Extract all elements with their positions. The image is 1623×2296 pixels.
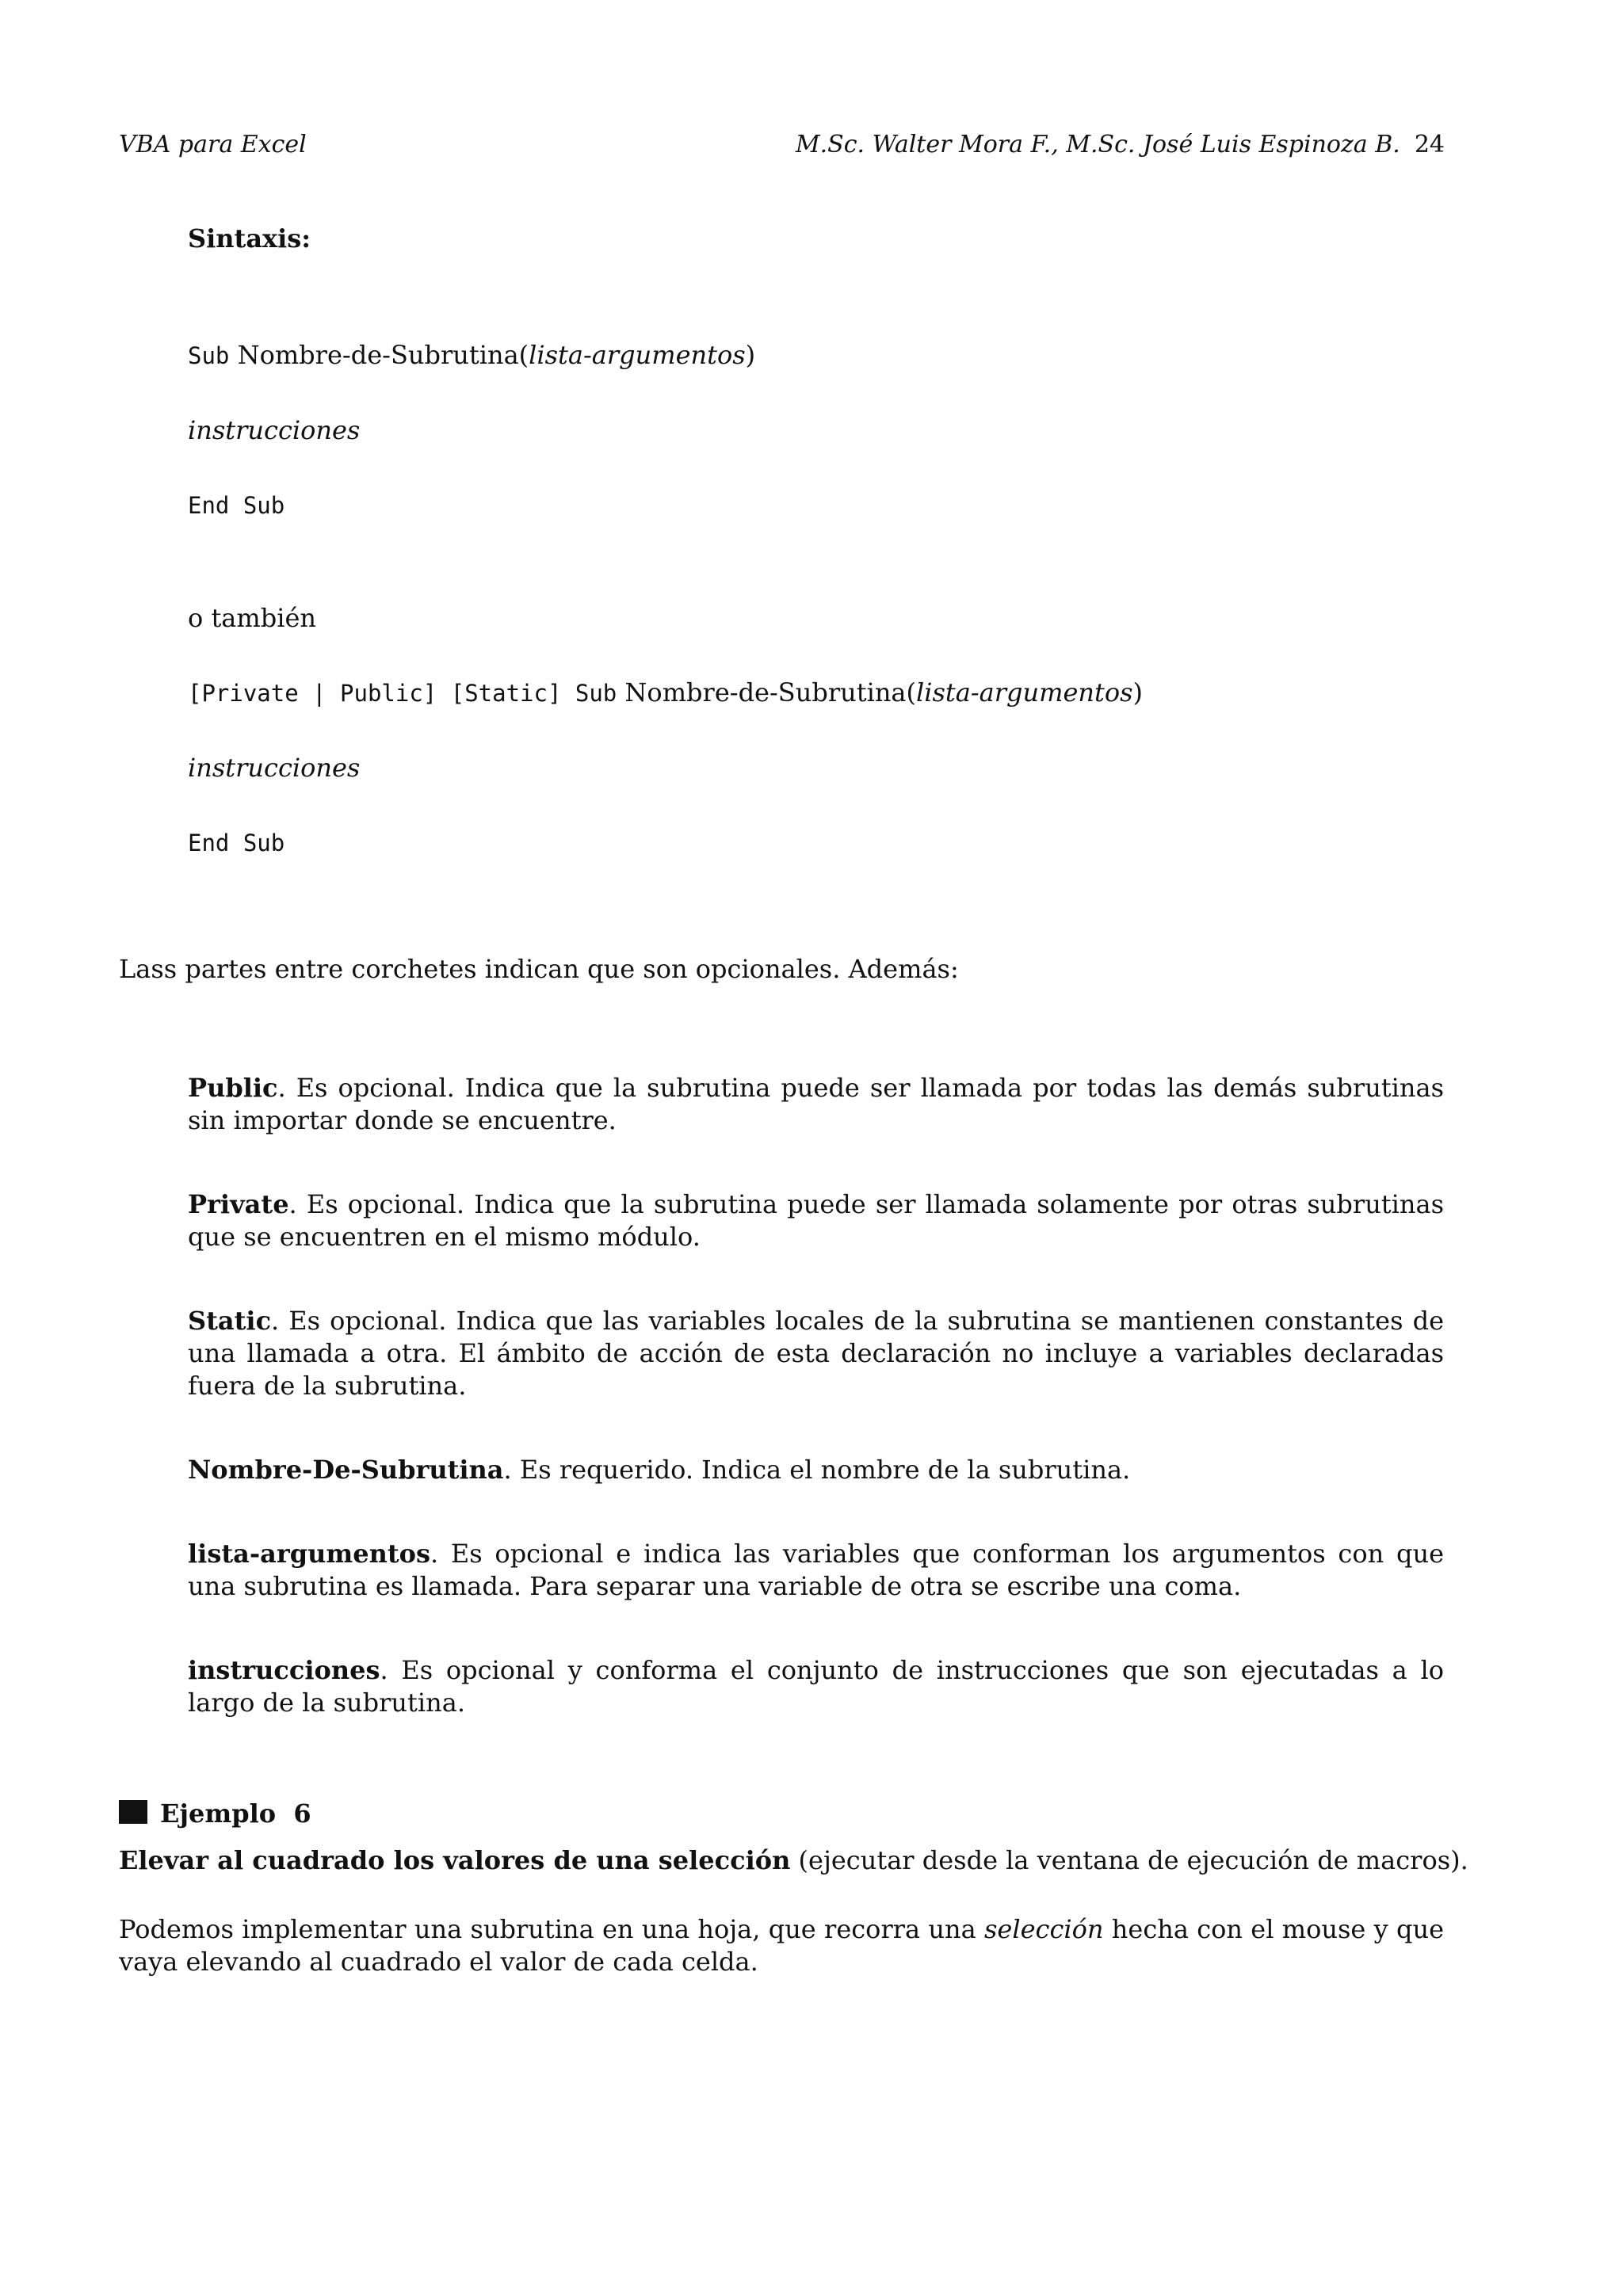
definition-term: instrucciones (188, 1655, 380, 1685)
definition-nombre-de-subrutina (188, 1454, 1444, 1486)
definition-term: Static (188, 1306, 272, 1336)
options-intro: Lass partes entre corchetes indican que son opcionales. Además: (119, 954, 959, 984)
example-title-rest: (ejecutar desde la ventana de ejecución de macros). (790, 1845, 1468, 1875)
definition-instrucciones (188, 1654, 1444, 1719)
syntax-form2-end: End Sub (188, 830, 285, 856)
example-label: Ejemplo (160, 1798, 277, 1829)
example-body (119, 1913, 1444, 1978)
definition-text: . Es opcional y conforma el conjunto de instrucciones que son ejecutadas a lo largo de la subrutina. (188, 1655, 1444, 1718)
black-square-icon (119, 1800, 147, 1824)
definition-text: . Es opcional e indica las variables que conforman los argumentos con que una subrutina es llamada. Para separar una variable de otra se escribe una coma. (188, 1539, 1444, 1601)
definition-private (188, 1188, 1444, 1253)
definition-text: . Es opcional. Indica que la subrutina puede ser llamada por todas las demás subrutinas sin importar donde se encuentre. (188, 1073, 1444, 1135)
syntax-form2-signature (188, 676, 1143, 710)
example-title (119, 1844, 1468, 1877)
definition-term: Public (188, 1073, 278, 1103)
example-body-after: hecha con el mouse y que vaya elevando al cuadrado el valor de cada celda. (119, 1914, 1445, 1977)
definition-text: . Es requerido. Indica el nombre de la subrutina. (503, 1455, 1131, 1485)
definition-static (188, 1305, 1444, 1402)
definition-text: . Es opcional. Indica que la subrutina puede ser llamada solamente por otras subrutinas que se encuentren en el mismo módulo. (188, 1189, 1444, 1252)
closing-paren: ) (1132, 677, 1144, 707)
definition-lista-argumentos (188, 1538, 1444, 1603)
argument-list: lista-argumentos (915, 677, 1133, 707)
definition-term: Private (188, 1189, 289, 1219)
subroutine-name: Nombre-de-Subrutina( (237, 340, 529, 370)
example-number: 6 (293, 1798, 311, 1829)
example-title-bold: Elevar al cuadrado los valores de una selección (119, 1845, 791, 1875)
closing-paren: ) (745, 340, 756, 370)
definition-text: . Es opcional. Indica que las variables locales de la subrutina se mantienen constantes de una llamada a otra. El ámbito de acción de esta declaración no incluye a variables declaradas fuera de la subrutina. (188, 1306, 1444, 1401)
page-number: 24 (1414, 131, 1445, 158)
definition-public (188, 1072, 1444, 1137)
syntax-form1-instructions: instrucciones (188, 415, 361, 445)
syntax-form2-instructions: instrucciones (188, 753, 361, 783)
example-heading (119, 1797, 311, 1830)
keyword-sub: Sub (188, 342, 230, 369)
subroutine-name: Nombre-de-Subrutina( (624, 677, 916, 707)
example-body-before: Podemos implementar una subrutina en una hoja, que recorra una (119, 1914, 984, 1944)
definition-term: Nombre-De-Subrutina (188, 1455, 504, 1485)
argument-list: lista-argumentos (529, 340, 746, 370)
syntax-alternative-label: o también (188, 603, 316, 633)
modifiers-and-keyword: [Private | Public] [Static] Sub (188, 680, 617, 707)
syntax-form1-end: End Sub (188, 492, 285, 519)
running-header-title: VBA para Excel (119, 131, 307, 158)
example-body-italic: selección (984, 1914, 1104, 1944)
running-header-authors: M.Sc. Walter Mora F., M.Sc. José Luis Espinoza B. (795, 131, 1400, 158)
definition-term: lista-argumentos (188, 1539, 430, 1569)
running-header-right (796, 129, 1445, 161)
syntax-heading: Sintaxis: (188, 223, 311, 254)
syntax-form1-signature (188, 338, 755, 372)
